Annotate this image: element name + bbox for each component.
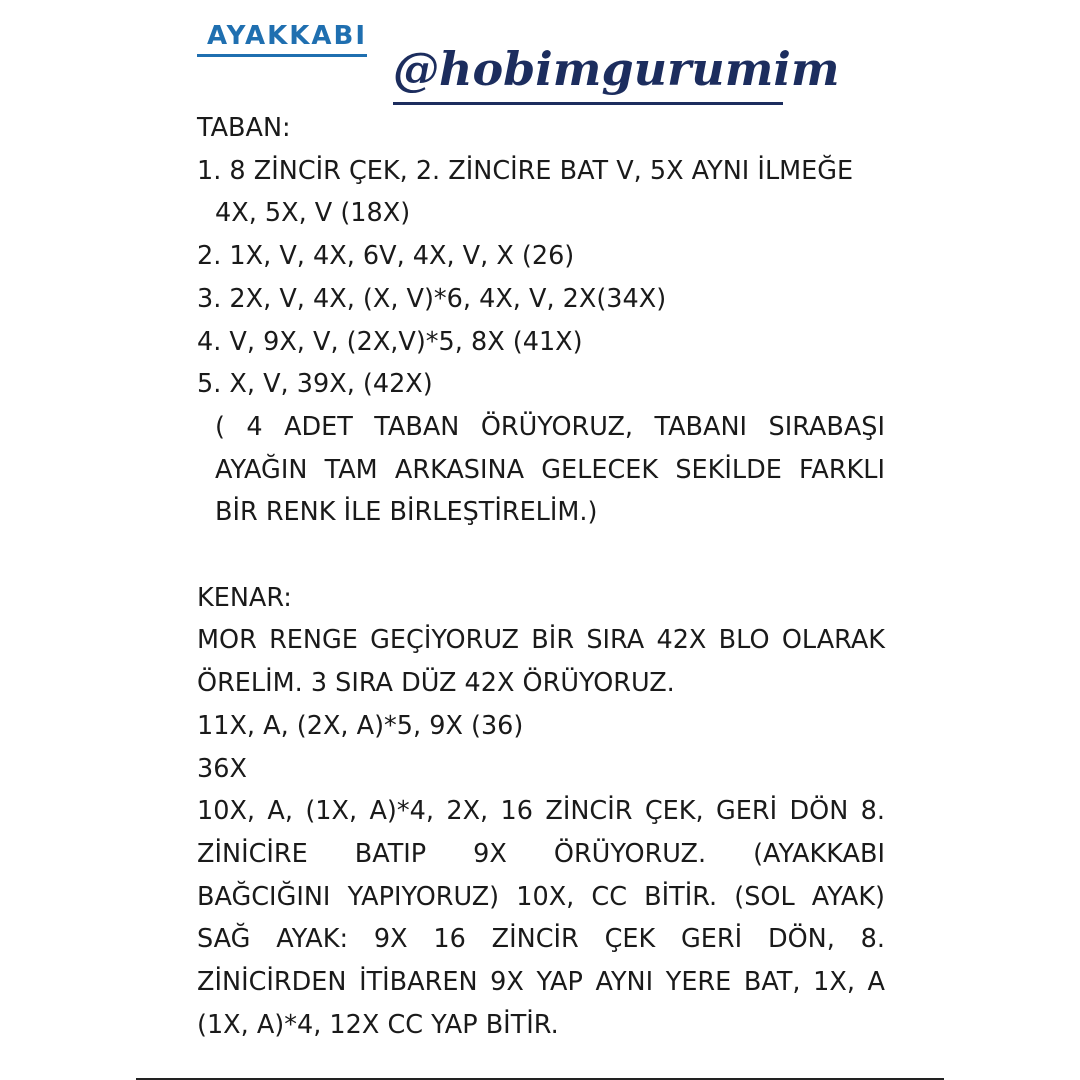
kenar-line-2: ÖRELİM. 3 SIRA DÜZ 42X ÖRÜYORUZ. — [197, 668, 675, 699]
pattern-text — [197, 107, 885, 1046]
kenar-line-6: ZİNİCİRE BATIP 9X ÖRÜYORUZ. (AYAKKABI — [197, 838, 885, 869]
taban-line-4: 4. V, 9X, V, (2X,V)*5, 8X (41X) — [197, 326, 583, 357]
kenar-line-5: 10X, A, (1X, A)*4, 2X, 16 ZİNCİR ÇEK, GERİ DÖN 8. — [197, 796, 885, 827]
taban-line-3: 3. 2X, V, 4X, (X, V)*6, 4X, V, 2X(34X) — [197, 283, 667, 314]
kenar-line-3: 11X, A, (2X, A)*5, 9X (36) — [197, 710, 524, 741]
taban-line-1-cont: 4X, 5X, V (18X) — [215, 198, 411, 229]
kenar-line-10: (1X, A)*4, 12X CC YAP BİTİR. — [197, 1009, 559, 1040]
kenar-line-4: 36X — [197, 753, 247, 784]
page-title: AYAKKABI — [197, 20, 367, 57]
section-gap — [197, 534, 885, 577]
taban-line-2: 2. 1X, V, 4X, 6V, 4X, V, X (26) — [197, 241, 575, 272]
kenar-heading: KENAR: — [197, 582, 292, 613]
kenar-line-9: ZİNİCİRDEN İTİBAREN 9X YAP AYNI YERE BAT, 1X, A — [197, 967, 885, 998]
brand-handle: @hobimgurumim — [393, 38, 783, 105]
kenar-line-8: SAĞ AYAK: 9X 16 ZİNCİR ÇEK GERİ DÖN, 8. — [197, 924, 885, 955]
kenar-line-1: MOR RENGE GEÇİYORUZ BİR SIRA 42X BLO OLARAK — [197, 625, 885, 656]
taban-note-3: BİR RENK İLE BİRLEŞTİRELİM.) — [215, 497, 598, 528]
taban-note-1: ( 4 ADET TABAN ÖRÜYORUZ, TABANI SIRABAŞI — [215, 411, 885, 442]
taban-heading: TABAN: — [197, 113, 291, 143]
taban-line-5: 5. X, V, 39X, (42X) — [197, 369, 433, 400]
taban-line-1: 1. 8 ZİNCİR ÇEK, 2. ZİNCİRE BAT V, 5X AYNI İLMEĞE — [197, 155, 854, 186]
kenar-line-7: BAĞCIĞINI YAPIYORUZ) 10X, CC BİTİR. (SOL AYAK) — [197, 881, 885, 912]
taban-note-2: AYAĞIN TAM ARKASINA GELECEK SEKİLDE FARKLI — [215, 454, 885, 485]
